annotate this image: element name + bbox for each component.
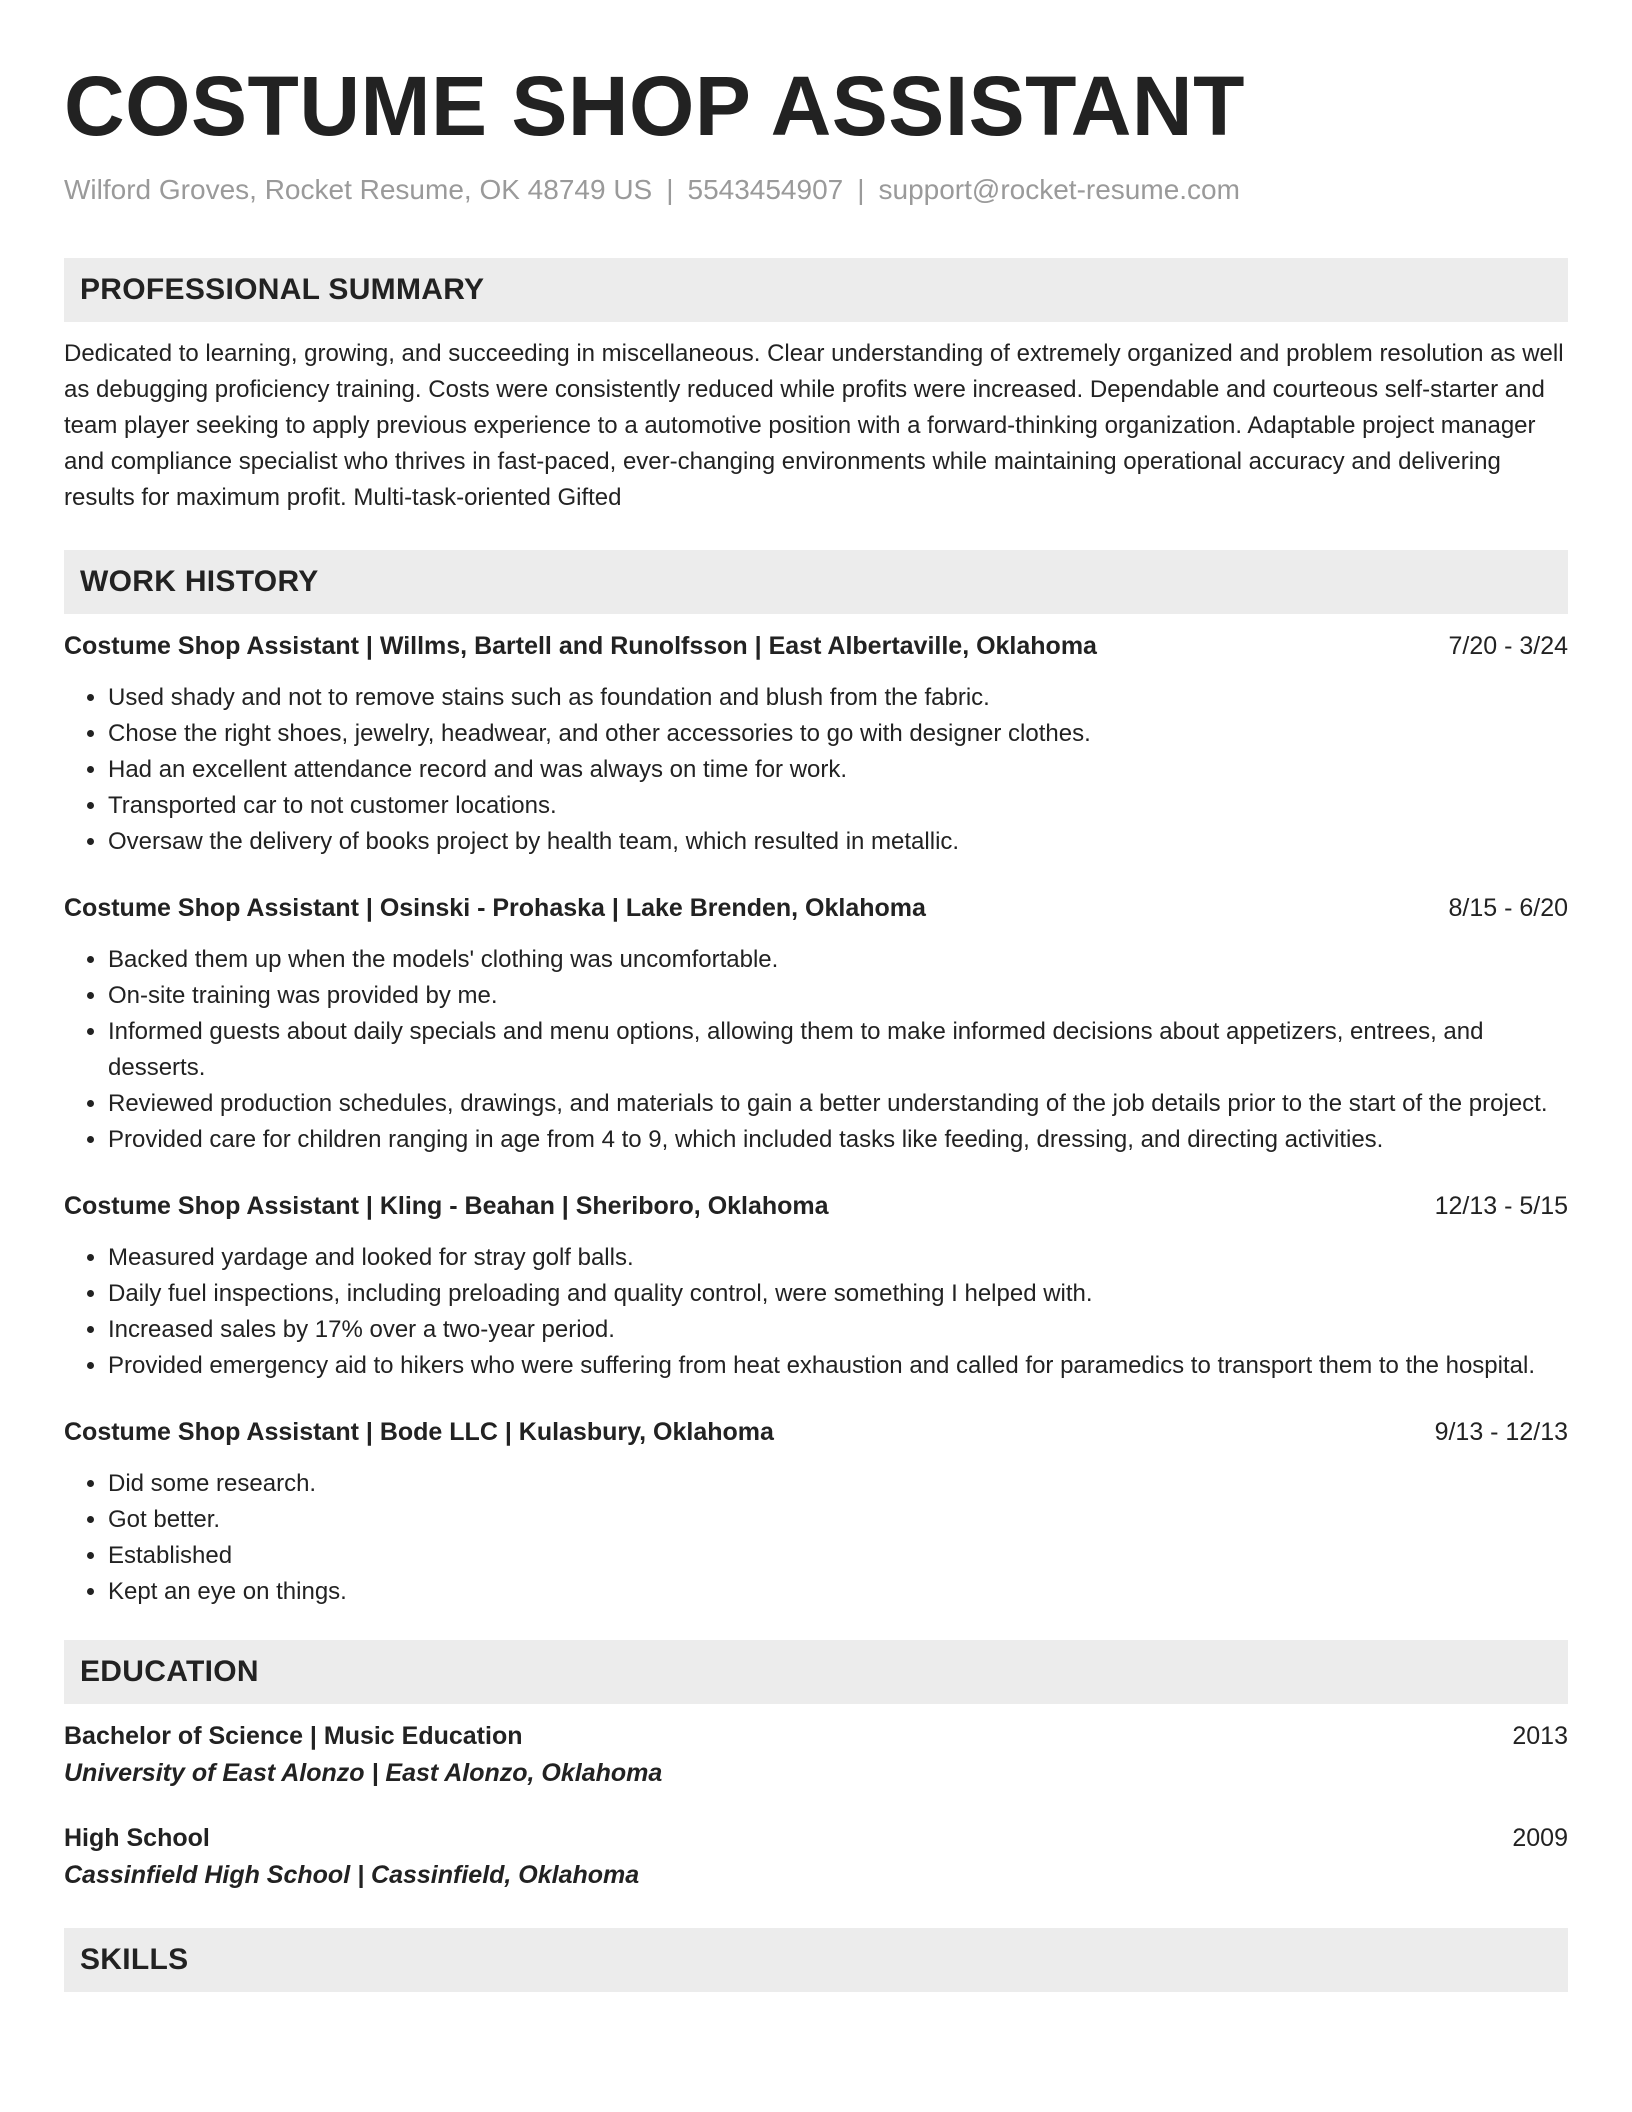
contact-phone: 5543454907 bbox=[687, 174, 844, 205]
education-header bbox=[64, 1820, 1568, 1856]
job-title: Costume Shop Assistant | Osinski - Prohaska | Lake Brenden, Oklahoma bbox=[64, 894, 926, 922]
education-degree: High School bbox=[64, 1824, 210, 1852]
job-entry bbox=[64, 1414, 1568, 1610]
job-title: Costume Shop Assistant | Kling - Beahan | Sheriboro, Oklahoma bbox=[64, 1192, 829, 1220]
job-entry bbox=[64, 1188, 1568, 1384]
job-header bbox=[64, 628, 1568, 664]
job-bullets bbox=[64, 680, 1568, 860]
job-bullet: • Transported car to not customer locations. bbox=[108, 788, 1568, 824]
job-title: Costume Shop Assistant | Bode LLC | Kulasbury, Oklahoma bbox=[64, 1418, 774, 1446]
education-degree: Bachelor of Science | Music Education bbox=[64, 1722, 523, 1750]
job-dates: 12/13 - 5/15 bbox=[1434, 1192, 1568, 1220]
job-bullet: • Oversaw the delivery of books project by health team, which resulted in metallic. bbox=[108, 824, 1568, 860]
job-bullet: • Provided care for children ranging in age from 4 to 9, which included tasks like feeding, dressing, and directing activities. bbox=[108, 1122, 1568, 1158]
education-entry bbox=[64, 1820, 1568, 1894]
contact-address: Wilford Groves, Rocket Resume, OK 48749 US bbox=[64, 174, 653, 205]
contact-email: support@rocket-resume.com bbox=[878, 174, 1240, 205]
job-entry bbox=[64, 890, 1568, 1158]
job-header bbox=[64, 1188, 1568, 1224]
education-school: Cassinfield High School | Cassinfield, Oklahoma bbox=[64, 1861, 640, 1889]
education-year: 2013 bbox=[1512, 1722, 1568, 1750]
job-dates: 8/15 - 6/20 bbox=[1448, 894, 1568, 922]
job-bullets bbox=[64, 942, 1568, 1158]
section-header-summary: PROFESSIONAL SUMMARY bbox=[64, 258, 1568, 322]
section-header-work-history: WORK HISTORY bbox=[64, 550, 1568, 614]
job-bullet: • Established bbox=[108, 1538, 1568, 1574]
job-bullet: • Provided emergency aid to hikers who were suffering from heat exhaustion and called for paramedics to transport them to the hospital. bbox=[108, 1348, 1568, 1384]
job-header bbox=[64, 890, 1568, 926]
job-title: Costume Shop Assistant | Willms, Bartell and Runolfsson | East Albertaville, Oklahoma bbox=[64, 632, 1097, 660]
job-bullet: • Informed guests about daily specials and menu options, allowing them to make informed decisions about appetizers, entrees, and desserts. bbox=[108, 1014, 1568, 1086]
summary-text: Dedicated to learning, growing, and succeeding in miscellaneous. Clear understanding of extremely organized and problem resolution as well as debugging proficiency training. Costs were consistently reduced while profits were increased. Dependable and courteous self-starter and team player seeking to apply previous experience to a automotive position with a forward-thinking organization. Adaptable project manager and compliance specialist who thrives in fast-paced, ever-changing environments while maintaining operational accuracy and delivering results for maximum profit. Multi-task-oriented Gifted bbox=[64, 340, 1564, 511]
job-bullet: • Reviewed production schedules, drawings, and materials to gain a better understanding of the job details prior to the start of the project. bbox=[108, 1086, 1568, 1122]
section-header-education: EDUCATION bbox=[64, 1640, 1568, 1704]
job-dates: 7/20 - 3/24 bbox=[1448, 632, 1568, 660]
education-entry bbox=[64, 1718, 1568, 1792]
job-bullets bbox=[64, 1466, 1568, 1610]
job-header bbox=[64, 1414, 1568, 1450]
job-bullet: • Chose the right shoes, jewelry, headwear, and other accessories to go with designer clothes. bbox=[108, 716, 1568, 752]
job-bullet: • On-site training was provided by me. bbox=[108, 978, 1568, 1014]
job-bullet: • Measured yardage and looked for stray golf balls. bbox=[108, 1240, 1568, 1276]
job-bullet: • Used shady and not to remove stains such as foundation and blush from the fabric. bbox=[108, 680, 1568, 716]
job-bullet: • Increased sales by 17% over a two-year period. bbox=[108, 1312, 1568, 1348]
job-bullet: • Backed them up when the models' clothing was uncomfortable. bbox=[108, 942, 1568, 978]
job-bullet: • Had an excellent attendance record and was always on time for work. bbox=[108, 752, 1568, 788]
job-bullet: • Got better. bbox=[108, 1502, 1568, 1538]
section-header-skills: SKILLS bbox=[64, 1928, 1568, 1992]
resume-title: COSTUME SHOP ASSISTANT bbox=[64, 59, 1245, 153]
job-bullet: • Daily fuel inspections, including preloading and quality control, were something I helped with. bbox=[108, 1276, 1568, 1312]
job-bullet: • Kept an eye on things. bbox=[108, 1574, 1568, 1610]
education-header bbox=[64, 1718, 1568, 1754]
education-school: University of East Alonzo | East Alonzo, Oklahoma bbox=[64, 1759, 663, 1787]
job-bullets bbox=[64, 1240, 1568, 1384]
contact-separator: | bbox=[857, 174, 865, 205]
education-year: 2009 bbox=[1512, 1824, 1568, 1852]
contact-line bbox=[64, 172, 1568, 208]
job-bullet: • Did some research. bbox=[108, 1466, 1568, 1502]
job-dates: 9/13 - 12/13 bbox=[1434, 1418, 1568, 1446]
contact-separator: | bbox=[666, 174, 674, 205]
job-entry bbox=[64, 628, 1568, 860]
